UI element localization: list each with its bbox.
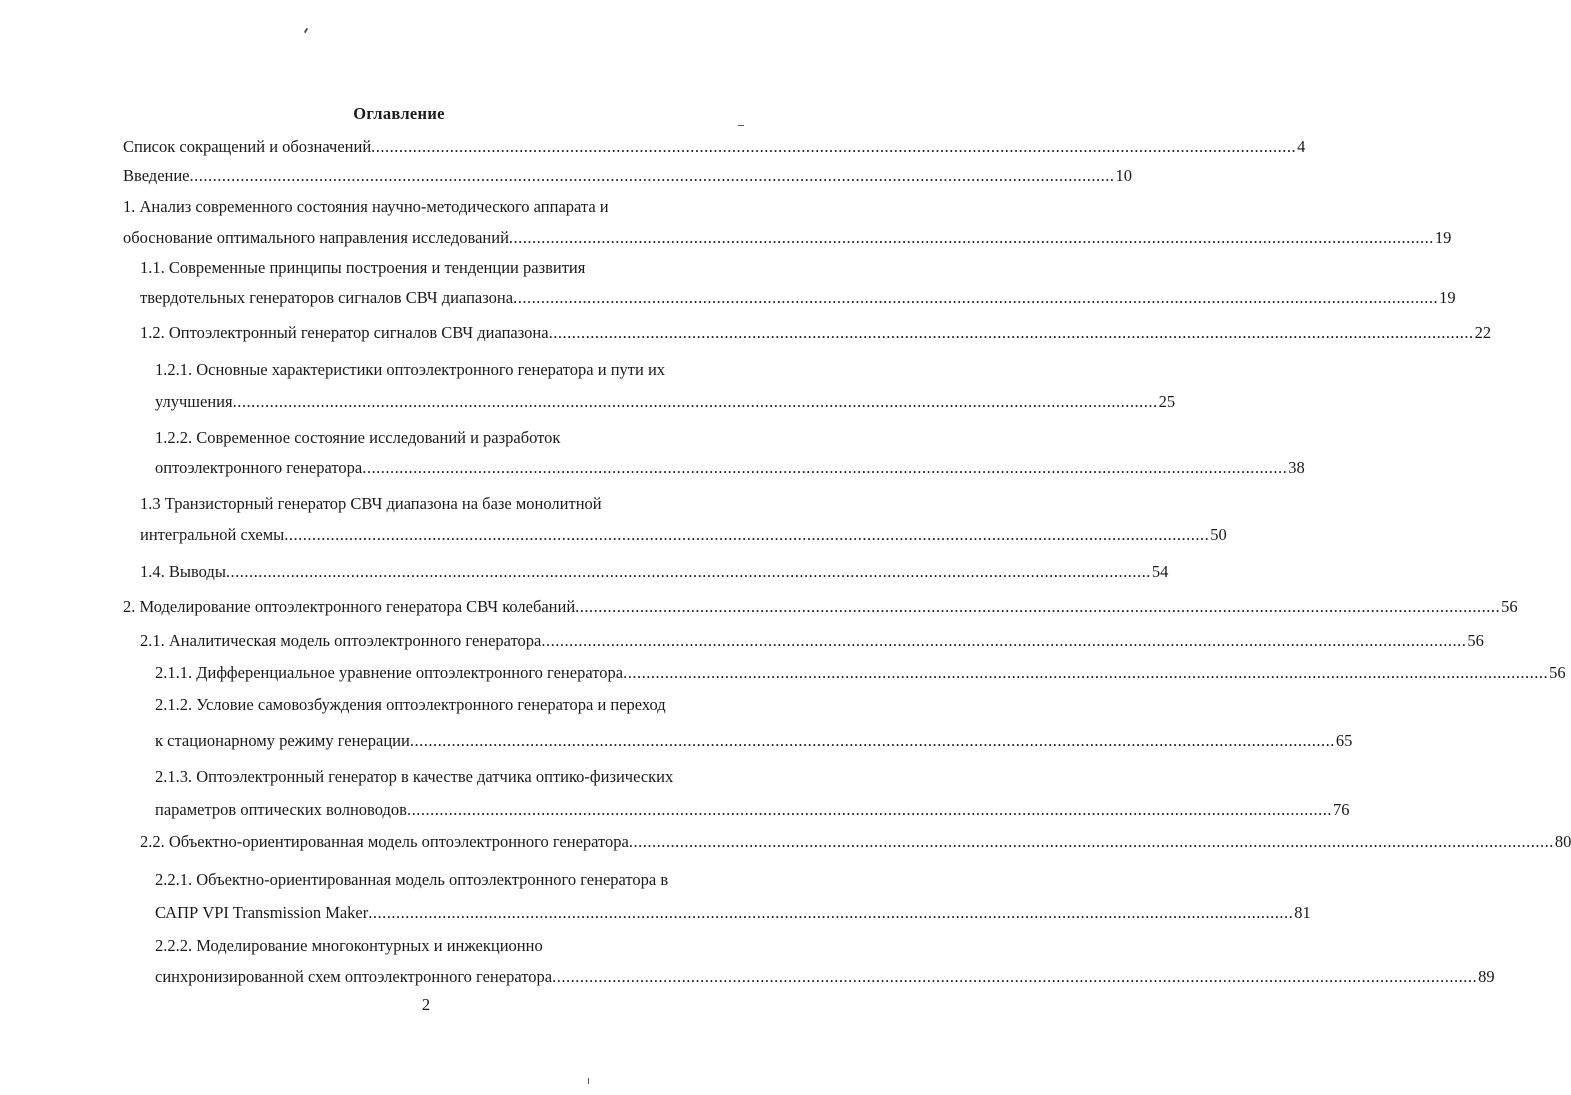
toc-page-number: 54 [1151,562,1169,581]
toc-entry-text: 2. Моделирование оптоэлектронного генератора СВЧ колебаний [123,597,576,616]
toc-entry-text: 1.4. Выводы [140,562,226,581]
dot-leader: ........................................................................................................................................................................................................ [548,323,1474,342]
dot-leader: ........................................................................................................................................................................................................ [371,137,1297,156]
toc-page-number: 89 [1478,967,1495,986]
toc-entry-text: оптоэлектронного генератора [155,458,363,477]
toc-entry-line [155,359,665,381]
toc-entry [155,966,1495,988]
toc-page-number: 65 [1335,731,1353,750]
toc-entry [123,227,1452,249]
toc-page-number: 4 [1297,137,1306,156]
toc-entry-text: твердотельных генераторов сигналов СВЧ диапазона [140,288,514,307]
toc-entry-line [155,427,560,449]
toc-entry-text: 2.1.1. Дифференциальное уравнение оптоэлектронного генератора [155,663,624,682]
toc-entry-text: 1. Анализ современного состояния научно-методического аппарата и [123,197,609,216]
dot-leader: ........................................................................................................................................................................................................ [541,631,1467,650]
dot-leader: ........................................................................................................................................................................................................ [362,458,1288,477]
page-number: 2 [421,995,431,1014]
dot-leader: ........................................................................................................................................................................................................ [406,800,1332,819]
toc-entry [140,524,1227,546]
toc-entry-text: параметров оптических волноводов [155,800,407,819]
toc-entry-text: 1.1. Современные принципы построения и тенденции развития [140,258,586,277]
toc-entry-text: 2.1.2. Условие самовозбуждения оптоэлектронного генератора и переход [155,695,666,714]
toc-entry-line [155,694,666,716]
dot-leader: ........................................................................................................................................................................................................ [368,903,1294,922]
toc-page-number: 56 [1549,663,1566,682]
toc-page-number: 81 [1294,903,1311,922]
toc-entry-text: 1.3 Транзисторный генератор СВЧ диапазона на базе монолитной [140,494,602,513]
toc-entry [123,596,1518,618]
toc-title: Оглавление [353,104,445,123]
toc-entry [155,391,1176,413]
toc-entry-line [155,869,668,891]
toc-entry [155,730,1353,752]
toc-entry [123,165,1133,187]
toc-page-number: 56 [1467,631,1484,650]
toc-entry-text: 2.1. Аналитическая модель оптоэлектронного генератора [140,631,542,650]
toc-page-number: 19 [1434,228,1452,247]
dot-leader: ........................................................................................................................................................................................................ [628,832,1554,851]
toc-entry-text: улучшения [155,392,233,411]
dot-leader: ........................................................................................................................................................................................................ [513,288,1439,307]
toc-page-number: 38 [1288,458,1305,477]
toc-entry [155,902,1311,924]
toc-page-number: 76 [1332,800,1350,819]
dot-leader: ........................................................................................................................................................................................................ [232,392,1158,411]
toc-entry [140,287,1456,309]
dot-leader: ........................................................................................................................................................................................................ [189,166,1115,185]
toc-entry-text: САПР VPI Transmission Maker [155,903,369,922]
toc-entry-text: 1.2.1. Основные характеристики оптоэлектронного генератора и пути их [155,360,666,379]
toc-entry [155,457,1305,479]
toc-page-number: 10 [1115,166,1133,185]
toc-entry-text: интегральной схемы [140,525,285,544]
toc-entry-line [155,766,673,788]
dot-leader: ........................................................................................................................................................................................................ [409,731,1335,750]
toc-entry-text: 2.1.3. Оптоэлектронный генератор в качестве датчика оптико-физических [155,767,674,786]
toc-entry-line [155,935,543,957]
toc-entry-text: синхронизированной схем оптоэлектронного генератора [155,967,553,986]
toc-entry-text: обоснование оптимального направления исследований [123,228,509,247]
toc-entry-text: 1.2.2. Современное состояние исследований и разработок [155,428,561,447]
toc-entry-text: 1.2. Оптоэлектронный генератор сигналов СВЧ диапазона [140,323,549,342]
toc-page-number: 50 [1210,525,1227,544]
toc-entry-line [123,196,609,218]
toc-entry [140,561,1169,583]
toc-entry-line [140,257,585,279]
toc-page-number: 56 [1501,597,1518,616]
scan-speck [304,28,308,33]
dot-leader: ........................................................................................................................................................................................................ [284,525,1210,544]
toc-entry-text: 2.2. Объектно-ориентированная модель оптоэлектронного генератора [140,832,629,851]
toc-entry-text: Список сокращений и обозначений [123,137,372,156]
toc-entry-text: 2.2.2. Моделирование многоконтурных и инжекционно [155,936,543,955]
toc-page-number: 80 [1554,832,1571,851]
dot-leader: ........................................................................................................................................................................................................ [225,562,1151,581]
toc-page-number: 19 [1439,288,1456,307]
toc-page-number: 25 [1158,392,1176,411]
toc-entry [140,630,1484,652]
toc-entry-text: к стационарному режиму генерации [155,731,410,750]
toc-entry-line [140,493,602,515]
toc-entry [140,322,1492,344]
dot-leader: ........................................................................................................................................................................................................ [552,967,1478,986]
scan-speck [588,1078,589,1084]
dot-leader: ........................................................................................................................................................................................................ [508,228,1434,247]
toc-entry-text: 2.2.1. Объектно-ориентированная модель оптоэлектронного генератора в [155,870,669,889]
toc-entry [155,662,1566,684]
toc-entry-text: Введение [123,166,190,185]
toc-page-number: 22 [1474,323,1492,342]
dot-leader: ........................................................................................................................................................................................................ [575,597,1501,616]
dot-leader: ........................................................................................................................................................................................................ [623,663,1549,682]
scan-speck [738,125,744,126]
toc-entry [155,799,1350,821]
toc-entry [123,136,1306,158]
toc-entry [140,831,1571,853]
